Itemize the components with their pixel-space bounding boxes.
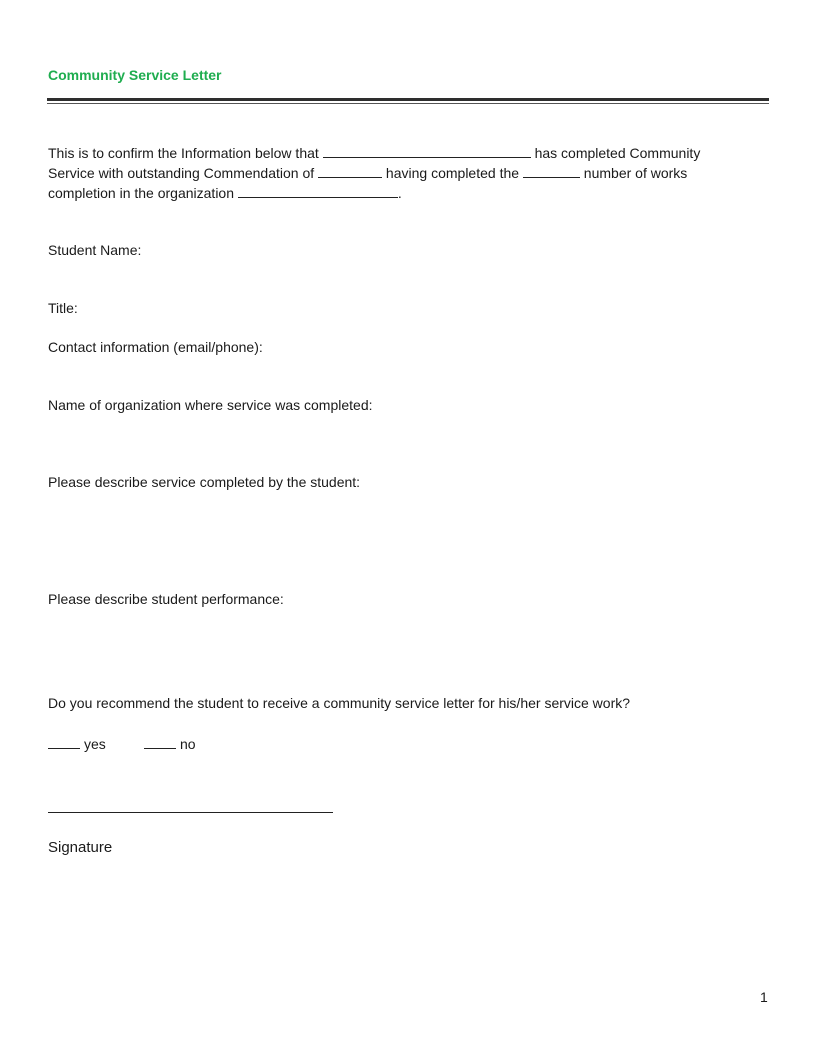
performance-label: Please describe student performance:: [48, 591, 284, 607]
choice-no[interactable]: [144, 735, 196, 753]
paragraph-text-4: number of works completion in the organization: [48, 165, 688, 201]
contact-info-label: Contact information (email/phone):: [48, 339, 263, 355]
paragraph-text-2: has completed Community Service with outstanding Commendation of: [48, 145, 701, 181]
choice-yes[interactable]: [48, 735, 106, 753]
student-name-label: Student Name:: [48, 242, 142, 258]
paragraph-text-3: having completed the: [382, 165, 523, 181]
signature-line[interactable]: [48, 812, 333, 813]
yes-blank[interactable]: [48, 735, 80, 749]
organization-label: Name of organization where service was completed:: [48, 397, 373, 413]
header-rule-thin: [47, 103, 769, 104]
no-blank[interactable]: [144, 735, 176, 749]
signature-label: Signature: [48, 839, 113, 856]
works-count-blank[interactable]: [523, 163, 580, 178]
page-number: 1: [760, 989, 768, 1005]
service-description-label: Please describe service completed by the student:: [48, 474, 361, 490]
document-title: Community Service Letter: [48, 67, 222, 83]
title-label: Title:: [48, 300, 78, 316]
paragraph-text-5: .: [397, 185, 402, 201]
commendation-blank[interactable]: [318, 163, 382, 178]
choice-no-label: no: [180, 736, 196, 752]
paragraph-text-1: This is to confirm the Information below that: [48, 145, 323, 161]
confirmation-paragraph: [48, 143, 748, 203]
recommend-question: Do you recommend the student to receive a community service letter for his/her service work?: [48, 695, 631, 711]
header-rule-thick: [47, 98, 769, 101]
organization-blank[interactable]: [238, 183, 398, 198]
choice-yes-label: yes: [84, 736, 106, 752]
student-name-blank[interactable]: [323, 143, 531, 158]
